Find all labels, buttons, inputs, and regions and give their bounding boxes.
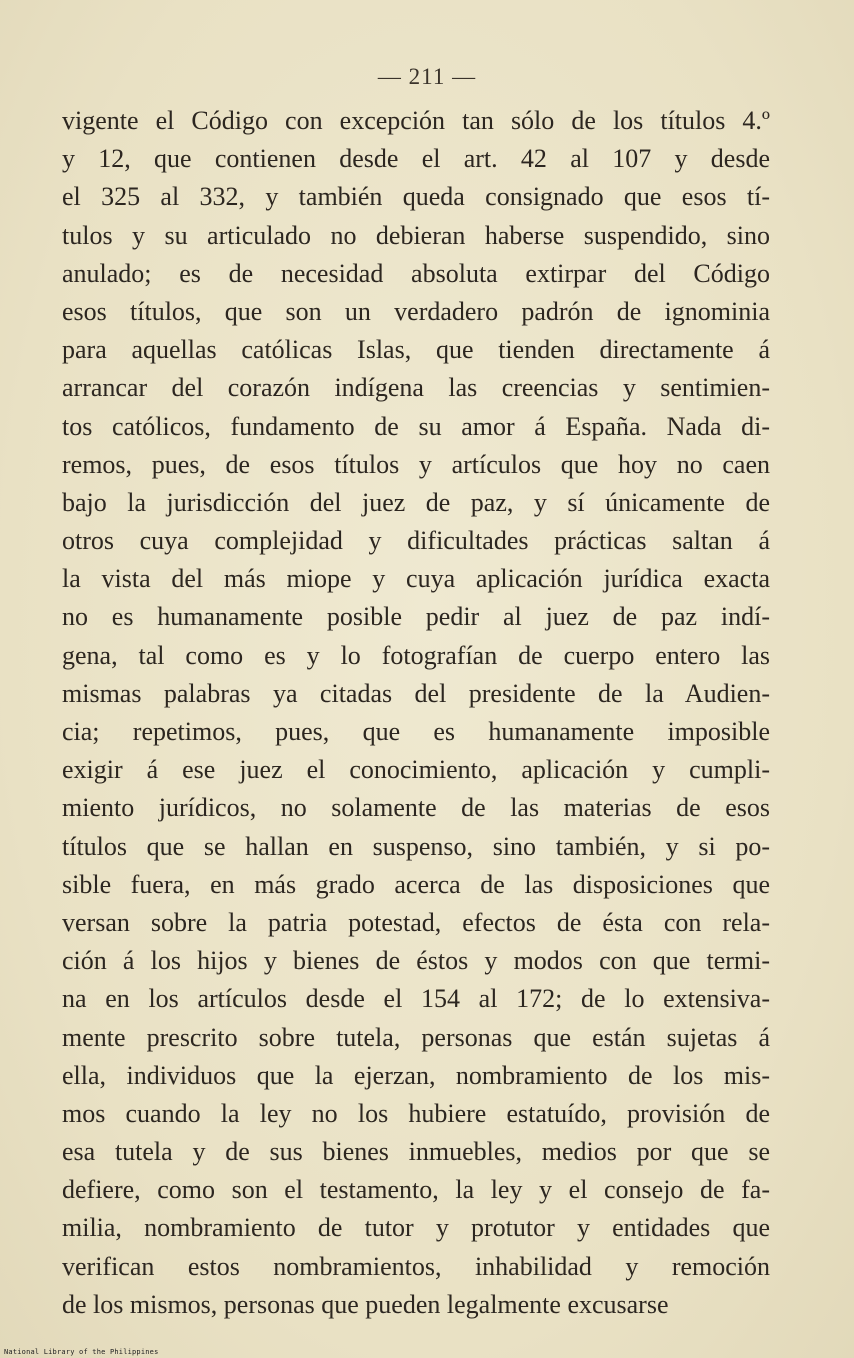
page-number: — 211 — xyxy=(377,64,477,89)
body-text xyxy=(62,102,770,1324)
text-line: na en los artículos desde el 154 al 172; de lo extensiva- xyxy=(62,984,770,1014)
text-line: vigente el Código con excepción tan sólo de los títulos 4.º xyxy=(62,106,770,135)
text-line: cia; repetimos, pues, que es humanamente imposible xyxy=(62,717,770,746)
text-line: bajo la jurisdicción del juez de paz, y sí únicamente de xyxy=(62,487,770,517)
text-line: versan sobre la patria potestad, efectos de ésta con rela- xyxy=(62,907,770,937)
text-line: el 325 al 332, y también queda consignado que esos tí- xyxy=(62,182,770,212)
text-line: esa tutela y de sus bienes inmuebles, medios por que se xyxy=(62,1137,770,1167)
text-line: ción á los hijos y bienes de éstos y modos con que termi- xyxy=(62,946,770,976)
text-line: de los mismos, personas que pueden legalmente excusarse xyxy=(62,1289,669,1319)
text-line: anulado; es de necesidad absoluta extirpar del Código xyxy=(62,258,770,288)
library-credit: National Library of the Philippines xyxy=(4,1348,159,1356)
text-line: verifican estos nombramientos, inhabilidad y remoción xyxy=(62,1251,770,1281)
text-line: otros cuya complejidad y dificultades prácticas saltan á xyxy=(62,526,770,556)
text-line: milia, nombramiento de tutor y protutor y entidades que xyxy=(62,1213,770,1243)
text-line: mos cuando la ley no los hubiere estatuído, provisión de xyxy=(62,1098,770,1128)
text-line: remos, pues, de esos títulos y artículos que hoy no caen xyxy=(62,449,770,479)
text-line: y 12, que contienen desde el art. 42 al 107 y desde xyxy=(62,144,770,174)
text-line: no es humanamente posible pedir al juez de paz indí- xyxy=(62,602,770,632)
text-line: arrancar del corazón indígena las creencias y sentimien- xyxy=(62,373,770,403)
text-line: ella, individuos que la ejerzan, nombramiento de los mis- xyxy=(62,1060,770,1090)
text-line: sible fuera, en más grado acerca de las disposiciones que xyxy=(62,869,770,899)
text-line: defiere, como son el testamento, la ley y el consejo de fa- xyxy=(62,1175,770,1205)
text-line: mismas palabras ya citadas del presidente de la Audien- xyxy=(62,678,770,708)
text-line: para aquellas católicas Islas, que tienden directamente á xyxy=(62,335,770,365)
text-line: miento jurídicos, no solamente de las materias de esos xyxy=(62,793,770,823)
text-line: esos títulos, que son un verdadero padrón de ignominia xyxy=(62,296,770,326)
text-line: exigir á ese juez el conocimiento, aplicación y cumpli- xyxy=(62,755,770,785)
text-line: tulos y su articulado no debieran haberse suspendido, sino xyxy=(62,220,770,250)
text-line: mente prescrito sobre tutela, personas que están sujetas á xyxy=(62,1022,770,1052)
text-line: tos católicos, fundamento de su amor á España. Nada di- xyxy=(62,411,770,441)
text-line: la vista del más miope y cuya aplicación jurídica exacta xyxy=(62,564,770,594)
text-line: gena, tal como es y lo fotografían de cuerpo entero las xyxy=(62,640,770,670)
text-line: títulos que se hallan en suspenso, sino también, y si po- xyxy=(62,831,770,861)
